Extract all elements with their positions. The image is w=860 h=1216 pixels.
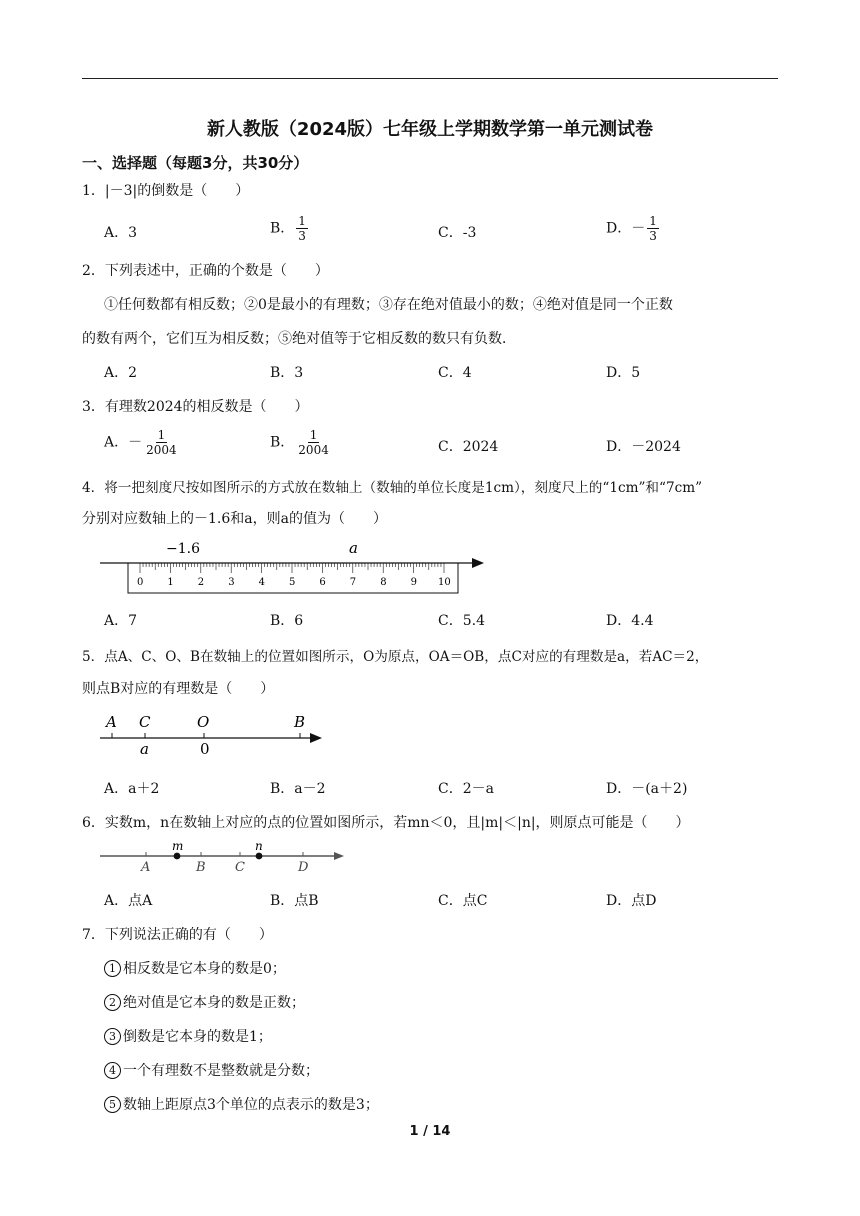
page-number: 1 / 14 <box>409 1124 451 1139</box>
fraction: $\frac{1}{3}$ <box>649 214 657 243</box>
ruler-number-line-figure <box>96 536 490 598</box>
n-label: n <box>255 840 263 853</box>
m-label: m <box>172 840 184 853</box>
q7-statement: 1 相反数是它本身的数是0； <box>104 958 286 978</box>
q7-statement: 2 绝对值是它本身的数是正数； <box>104 992 305 1012</box>
arrow-icon <box>310 733 322 743</box>
question-7-stem: 7．下列说法正确的有（ ） <box>82 927 273 943</box>
ruler-tick-label: 7 <box>349 577 357 588</box>
fraction: $\frac{1}{2004}$ <box>298 428 329 457</box>
question-2-stem: 2．下列表述中，正确的个数是（ ） <box>82 263 329 279</box>
q7-statement: 4 一个有理数不是整数就是分数； <box>104 1060 319 1080</box>
q6-option-b[interactable]: B．点B <box>270 893 319 909</box>
circled-number: 4 <box>104 1062 121 1079</box>
q2-statement-line1: ①任何数都有相反数；②0是最小的有理数；③存在绝对值最小的数；④绝对值是同一个正数 <box>104 297 673 313</box>
circled-number: 3 <box>104 1028 121 1045</box>
q5-option-c[interactable]: C．2－a <box>438 781 494 797</box>
point-a-label: A <box>106 713 117 731</box>
q1-option-b[interactable]: B． $\frac{1}{3}$ <box>270 214 306 243</box>
ruler-ticks <box>137 563 451 588</box>
q7-statement: 5 数轴上距原点3个单位的点表示的数是3； <box>104 1094 379 1114</box>
fraction: $\frac{1}{3}$ <box>298 214 306 243</box>
point-d-label: D <box>298 860 309 875</box>
q4-option-a[interactable]: A．7 <box>104 613 138 629</box>
q6-option-a[interactable]: A．点A <box>104 893 153 909</box>
ruler-tick-label: 4 <box>258 577 265 588</box>
ruler-tick-label: 0 <box>137 577 144 588</box>
ruler-tick-label: 3 <box>228 577 235 588</box>
q2-option-a[interactable]: A．2 <box>104 365 138 381</box>
arrow-icon <box>334 852 344 860</box>
page-title: 新人教版（2024版）七年级上学期数学第一单元测试卷 <box>206 119 654 140</box>
circled-number: 5 <box>104 1096 121 1113</box>
label-minus-1-6: −1.6 <box>166 541 200 557</box>
ruler-tick-label: 2 <box>197 577 205 588</box>
q6-option-d[interactable]: D．点D <box>606 893 657 909</box>
label-a: a <box>349 539 358 557</box>
circled-number: 1 <box>104 960 121 977</box>
q2-statement-line2: 的数有两个，它们互为相反数；⑤绝对值等于它相反数的数只有负数． <box>82 331 516 347</box>
origin-value: 0 <box>200 740 210 758</box>
q3-option-a[interactable]: A．－ $\frac{1}{2004}$ <box>104 428 177 457</box>
q5-option-d[interactable]: D．－(a＋2) <box>606 781 688 797</box>
question-6-stem: 6．实数m，n在数轴上对应的点的位置如图所示，若mn＜0，且|m|＜|n|，则原点可能是（ ） <box>82 815 690 831</box>
q5-option-a[interactable]: A．a＋2 <box>104 781 160 797</box>
ruler-tick-label: 5 <box>289 577 296 588</box>
header-rule <box>82 78 778 79</box>
question-1-stem: 1．|－3|的倒数是（ ） <box>82 183 250 199</box>
question-5-line1: 5．点A、C、O、B在数轴上的位置如图所示，O为原点，OA＝OB，点C对应的有理数是a，若AC＝2， <box>82 649 709 665</box>
q5-option-b[interactable]: B．a－2 <box>270 781 326 797</box>
q3-option-b[interactable]: B． $\frac{1}{2004}$ <box>270 428 329 457</box>
ruler-tick-label: 6 <box>319 577 326 588</box>
arrow-icon <box>472 558 484 568</box>
point-c-label: C <box>235 860 245 875</box>
point-b-label: B <box>196 860 206 875</box>
q4-option-b[interactable]: B．6 <box>270 613 304 629</box>
question-5-line2: 则点B对应的有理数是（ ） <box>82 681 275 697</box>
q4-option-c[interactable]: C．5.4 <box>438 613 485 629</box>
q2-option-b[interactable]: B．3 <box>270 365 304 381</box>
q7-statement: 3 倒数是它本身的数是1； <box>104 1026 272 1046</box>
q1-option-c[interactable]: C．-3 <box>438 225 477 241</box>
ruler-tick-label: 10 <box>438 577 451 588</box>
question-4-line1: 4．将一把刻度尺按如图所示的方式放在数轴上（数轴的单位长度是1cm），刻度尺上的“1cm”和“7cm” <box>82 480 703 496</box>
mn-number-line-figure <box>98 840 348 876</box>
q1-option-d[interactable]: D．－ $\frac{1}{3}$ <box>606 214 657 243</box>
circled-number: 2 <box>104 994 121 1011</box>
q3-option-c[interactable]: C．2024 <box>438 439 499 455</box>
section-heading: 一、选择题（每题3分，共30分） <box>82 154 309 172</box>
point-b-label: B <box>294 713 306 731</box>
q2-option-c[interactable]: C．4 <box>438 365 472 381</box>
acob-number-line-figure <box>96 708 328 758</box>
point-c-value: a <box>140 740 149 758</box>
q4-option-d[interactable]: D．4.4 <box>606 613 654 629</box>
question-3-stem: 3．有理数2024的相反数是（ ） <box>82 399 309 415</box>
ruler-tick-label: 9 <box>410 577 417 588</box>
ruler-tick-label: 8 <box>380 577 387 588</box>
point-n <box>256 853 263 860</box>
point-m <box>174 853 181 860</box>
q2-option-d[interactable]: D．5 <box>606 365 641 381</box>
q1-option-a[interactable]: A．3 <box>104 225 138 241</box>
ruler-tick-label: 1 <box>167 577 174 588</box>
point-c-label: C <box>139 713 151 731</box>
q6-option-c[interactable]: C．点C <box>438 893 488 909</box>
point-o-label: O <box>197 713 210 731</box>
point-a-label: A <box>141 860 151 875</box>
fraction: $\frac{1}{2004}$ <box>146 428 177 457</box>
question-4-line2: 分别对应数轴上的－1.6和a，则a的值为（ ） <box>82 511 387 527</box>
q3-option-d[interactable]: D．－2024 <box>606 439 681 455</box>
